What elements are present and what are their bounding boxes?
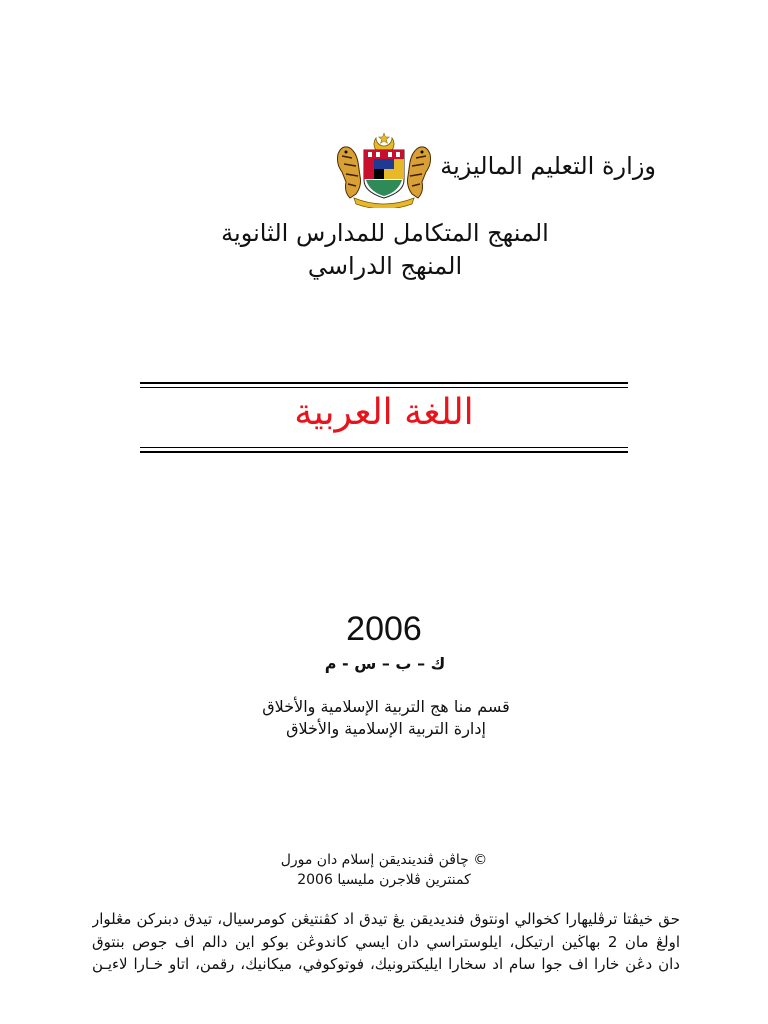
curriculum-title: المنهج المتكامل للمدارس الثانوية bbox=[221, 219, 549, 247]
subject-title: اللغة العربية bbox=[294, 392, 474, 433]
bottom-rule-inner bbox=[140, 447, 628, 448]
publication-year: 2006 bbox=[346, 610, 422, 648]
syllabus-label: المنهج الدراسي bbox=[307, 252, 463, 280]
ministry-name: وزارة التعليم الماليزية bbox=[440, 152, 656, 180]
division-name: إدارة التربية الإسلامية والأخلاق bbox=[286, 719, 486, 738]
top-rule-inner bbox=[140, 387, 628, 388]
copyright-ministry-year: کمنترين ڤلاجرن مليسيا 2006 bbox=[297, 872, 471, 888]
top-rule-outer bbox=[140, 382, 628, 384]
rights-paragraph-line: حق خيڤتا ترڤليهارا كخوالي اونتوق فنديديقن يڠ تيدق اد كڤنتيڠن كومرسيال، تيدق دبنركن مڠلوار bbox=[92, 910, 680, 928]
rights-paragraph-line: اولڠ مان 2 بهاڬين ارتيكل، ايلوستراسي دان ايسي كاندوڠن بوكو اين دالم اف جوص بنتوق bbox=[92, 933, 680, 951]
copyright-notice: © چاڤن ڤندينديقن إسلام دان مورل bbox=[280, 852, 488, 868]
department-name: قسم منا هج التربية الإسلامية والأخلاق bbox=[262, 697, 510, 716]
bottom-rule-outer bbox=[140, 451, 628, 453]
rights-paragraph-line: دان دڠن خارا اف جوا سام اد سخارا ايليكترونيك، فوتوكوفي، ميكانيك، رقمن، اتاو خـارا لاءيـن bbox=[92, 955, 680, 973]
coat-of-arms-icon bbox=[332, 132, 436, 208]
curriculum-code: ك – ب – س - م bbox=[324, 654, 446, 673]
